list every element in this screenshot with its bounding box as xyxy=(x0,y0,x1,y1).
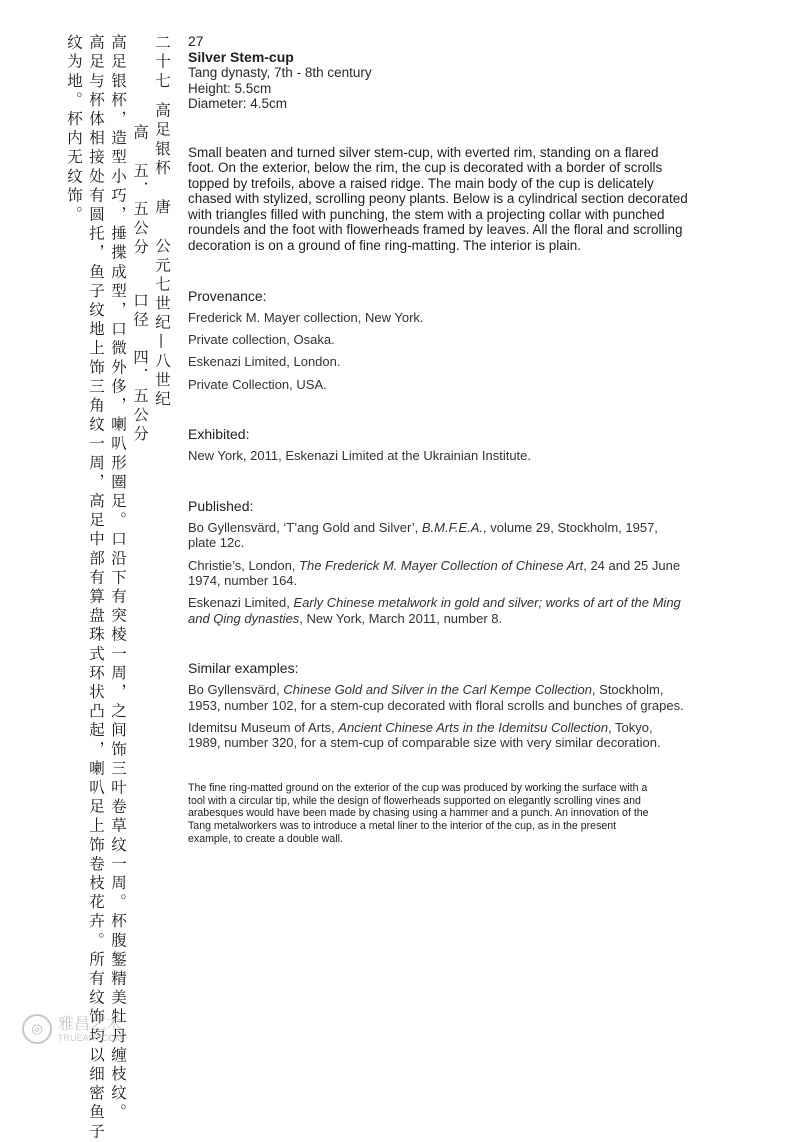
cn-description-column-1: 高足银杯，造型小巧，捶揲成型，口微外侈，喇叭形圈足。口沿下有突棱一周，之间饰三叶卷草纹一周。杯腹錾精美牡丹缠枝纹。 xyxy=(109,34,127,1123)
english-content xyxy=(188,33,688,846)
cn-diameter: 口径 四．五公分 xyxy=(131,291,149,445)
exhibited-heading: Exhibited: xyxy=(188,426,250,443)
watermark-url: TRUEART.COM xyxy=(58,1033,123,1043)
published-item: Christie’s, London, The Frederick M. Mayer Collection of Chinese Art, 24 and 25 June 1974, number 164. xyxy=(188,557,681,588)
cn-date: 公元七世纪—八世纪 xyxy=(153,237,171,410)
provenance-heading: Provenance: xyxy=(188,287,267,304)
item-title: Silver Stem-cup xyxy=(188,49,294,65)
similar-example-item: Bo Gyllensvärd, Chinese Gold and Silver in the Carl Kempe Collection, Stockholm, 1953, number 102, for a stem-cup decorated with floral scrolls and bunches of grapes. xyxy=(188,682,684,713)
watermark-name: 雅昌艺术 xyxy=(58,1014,123,1033)
diameter-line: Diameter: 4.5cm xyxy=(188,96,288,111)
similar-example-item: Idemitsu Museum of Arts, Ancient Chinese Arts in the Idemitsu Collection, Tokyo, 1989, number 320, for a stem-cup of comparable size with very similar decoration. xyxy=(188,719,661,751)
provenance-item: Eskenazi Limited, London. xyxy=(188,354,341,370)
cn-dynasty: 唐 xyxy=(153,198,171,218)
cn-title-dynasty-column xyxy=(151,102,173,409)
technical-note: The fine ring-matted ground on the exterior of the cup was produced by working the surface with a tool with a circular tip, while the design of flowerheads supported on elegantly scrolling vines and arabesques would have been made by chasing using a hammer and a punch. An innovation of the Tang metalworkers was to introduce a metal liner to the interior of the cup, as in the present example, to create a double wall. xyxy=(188,781,649,845)
published-item: Eskenazi Limited, Early Chinese metalwork in gold and silver; works of art of the Ming and Qing dynasties, New York, March 2011, number 8. xyxy=(188,595,681,626)
exhibited-item: New York, 2011, Eskenazi Limited at the Ukrainian Institute. xyxy=(188,448,532,464)
provenance-item: Private collection, Osaka. xyxy=(188,332,335,348)
catalogue-number: 27 xyxy=(188,33,204,49)
cn-description-column-3: 纹为地。杯内无纹饰。 xyxy=(65,34,83,225)
artron-logo-icon: ◎ xyxy=(22,1014,52,1044)
published-heading: Published: xyxy=(188,497,254,514)
published-item: Bo Gyllensvärd, ‘T’ang Gold and Silver’, B.M.F.E.A., volume 29, Stockholm, 1957, plate 12c. xyxy=(188,519,658,551)
provenance-item: Frederick M. Mayer collection, New York. xyxy=(188,309,424,325)
cn-height: 高 五．五公分 xyxy=(131,124,149,258)
cn-title: 高足银杯 xyxy=(153,102,171,179)
provenance-item: Private Collection, USA. xyxy=(188,376,327,392)
cn-dimensions-column xyxy=(129,124,151,445)
similar-examples-heading: Similar examples: xyxy=(188,660,299,677)
watermark xyxy=(22,1014,123,1044)
description: Small beaten and turned silver stem-cup, with everted rim, standing on a flared foot. On the exterior, below the rim, the cup is decorated with a border of scrolls topped by trefoils, above a raised ridge. The main body of the cup is delicately chased with stylized, scrolling peony plants. Below is a cylindrical section decorated with triangles filled with punching, the stem with a projecting collar with punched roundels and the foot with flowerheads framed by leaves. All the floral and scrolling decoration is on a ground of fine ring-matting. The interior is plain. xyxy=(188,144,688,254)
cn-catalogue-number: 二十七 xyxy=(153,34,171,92)
cn-description-column-2: 高足与杯体相接处有圆托，鱼子纹地上饰三角纹一周，高足中部有算盘珠式环状凸起，喇叭足上饰卷枝花卉。所有纹饰均以细密鱼子 xyxy=(87,34,105,1142)
height-line: Height: 5.5cm xyxy=(188,80,272,96)
dynasty-line: Tang dynasty, 7th - 8th century xyxy=(188,65,372,80)
